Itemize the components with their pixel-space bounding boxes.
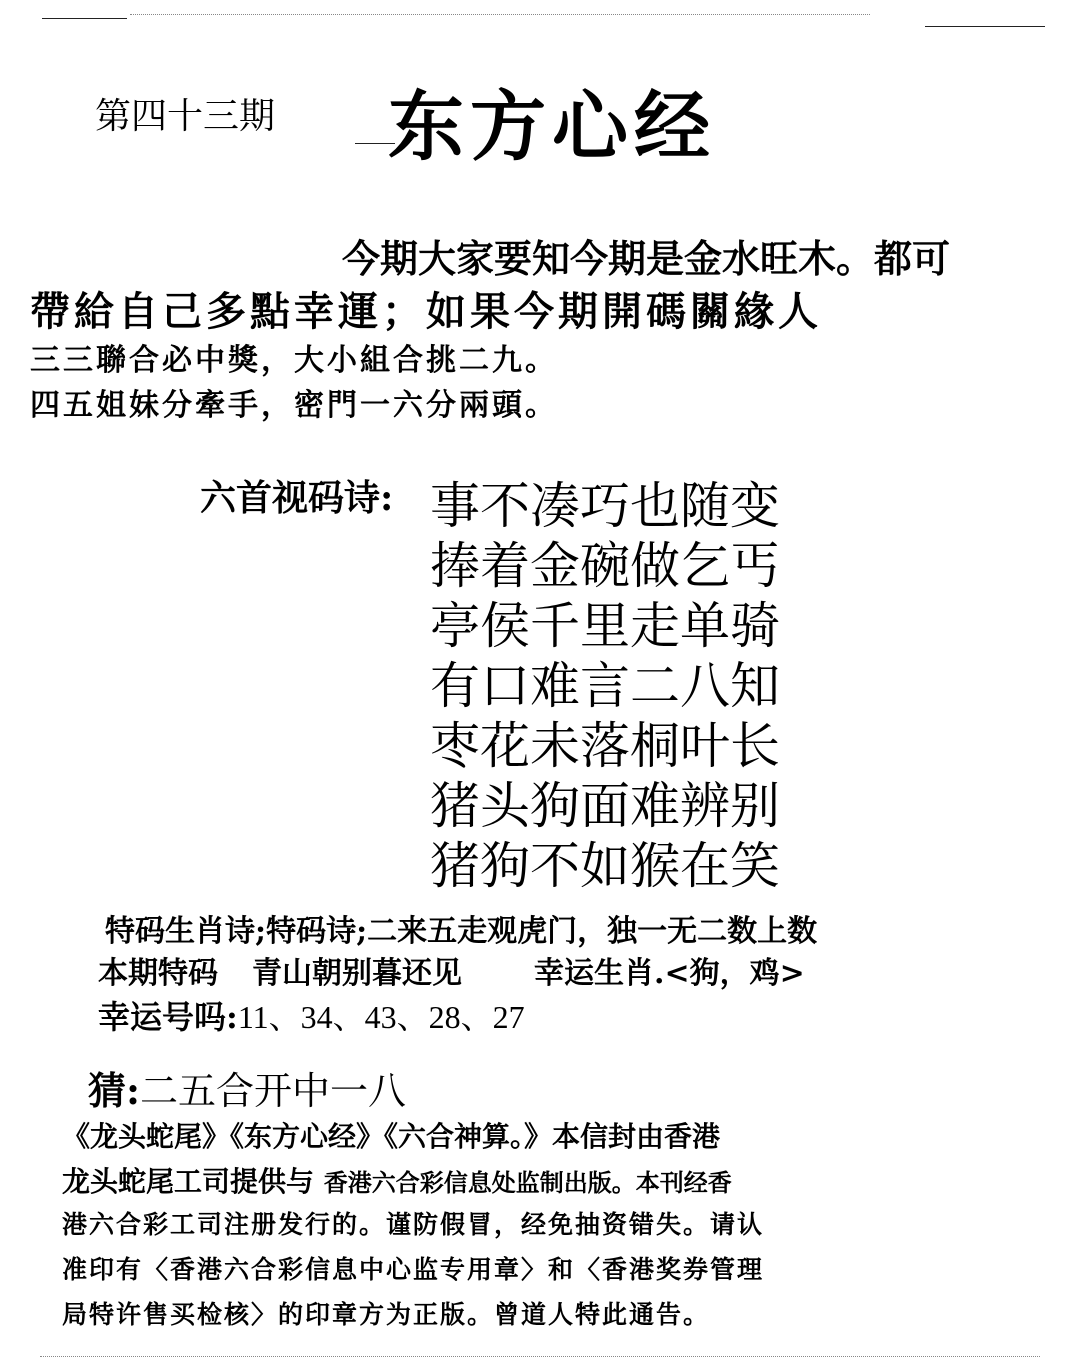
footer-line-2 <box>62 1160 732 1200</box>
intro-line-1: 今期大家要知今期是金水旺木。都可 <box>342 236 951 281</box>
footer-line-2a: 龙头蛇尾工司提供与 <box>62 1165 315 1198</box>
poem-line: 猪头狗面难辨别 <box>430 777 780 835</box>
poem-line: 有口难言二八知 <box>430 657 780 715</box>
lucky-zodiac: 幸运生肖.<狗，鸡> <box>534 956 805 991</box>
poem-line: 枣花未落桐叶长 <box>430 717 780 775</box>
page-title: 东方心经 <box>388 82 716 171</box>
guess-text: 二五合开中一八 <box>140 1069 407 1113</box>
bottom-rule-dotted <box>40 1356 1040 1357</box>
poem-line: 捧着金碗做乞丐 <box>430 537 780 595</box>
poem-line: 事不凑巧也随变 <box>430 477 780 535</box>
this-issue-line <box>98 948 805 992</box>
special-code-poem: 特码生肖诗;特码诗;二来五走观虎门，独一无二数上数 <box>105 914 818 949</box>
intro-line-2: 帶給自己多點幸運；如果今期開碼關緣人 <box>30 288 822 335</box>
poem-line: 亭侯千里走单骑 <box>430 597 780 655</box>
footer-line-5: 局特许售买检核〉的印章方为正版。曾道人特此通告。 <box>62 1300 711 1329</box>
this-issue-code: 青山朝别暮还见 <box>252 956 462 991</box>
lucky-numbers: 11、34、43、28、27 <box>237 999 525 1035</box>
lucky-numbers-line <box>98 992 525 1038</box>
footer-line-4: 准印有〈香港六合彩信息中心监专用章〉和〈香港奖券管理 <box>62 1255 765 1284</box>
footer-line-2b: 香港六合彩信息处监制出版。本刊经香 <box>323 1168 732 1197</box>
intro-line-4: 四五姐妹分牽手，密門一六分兩頭。 <box>30 388 558 423</box>
this-issue-label: 本期特码 <box>98 956 218 991</box>
poem-line: 猪狗不如猴在笑 <box>430 837 780 895</box>
intro-line-3: 三三聯合必中獎，大小組合挑二九。 <box>30 343 558 378</box>
top-rule-right <box>925 26 1045 27</box>
guess-line <box>88 1060 406 1115</box>
guess-label: 猜: <box>88 1068 141 1113</box>
footer-line-3: 港六合彩工司注册发行的。谨防假冒，经免抽资错失。请认 <box>62 1210 765 1239</box>
poem-label: 六首视码诗: <box>200 477 394 519</box>
issue-number: 第四十三期 <box>95 96 276 137</box>
top-rule-dotted <box>130 14 870 15</box>
top-rule-left <box>42 18 127 19</box>
footer-line-1: 《龙头蛇尾》《东方心经》《六合神算。》本信封由香港 <box>62 1120 721 1153</box>
lucky-numbers-label: 幸运号吗: <box>98 998 238 1036</box>
